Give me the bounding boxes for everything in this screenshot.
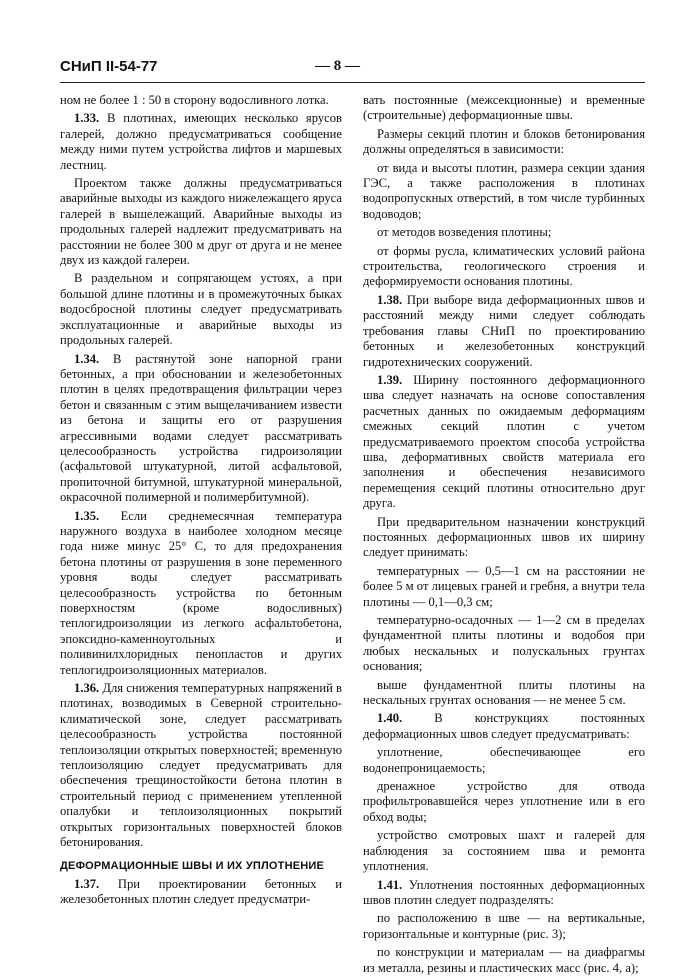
clause-1-33 <box>60 111 342 173</box>
clause-text: В плотинах, имеющих несколько ярусов галерей, должно предусматриваться сообщение между ними путем устройства лифтов и маршевых лестниц. <box>60 111 342 172</box>
clause-number: 1.39. <box>377 372 403 387</box>
clause-1-34 <box>60 352 342 506</box>
left-column <box>60 93 342 911</box>
paragraph: При предварительном назначении конструкций постоянных деформационных швов их ширину следует принимать: <box>363 514 645 560</box>
paragraph: по конструкции и материалам — на диафрагмы из металла, резины и пластических масс (рис. 4, а); <box>363 945 645 975</box>
right-column <box>363 93 645 979</box>
clause-1-41 <box>363 878 645 909</box>
paragraph: устройство смотровых шахт и галерей для наблюдения за состоянием шва и ремонта уплотнения. <box>363 828 645 874</box>
clause-number: 1.34. <box>74 351 100 366</box>
clause-text: Ширину постоянного деформационного шва следует назначать на основе сопоставления расчетных данных по ожидаемым деформациям смежных секций плотин с учетом предусматриваемого проектом способа устройства шва, деформативных свойств материала его заполнения и обеспечения независимого перемещения секций плотины относительно друг друга. <box>363 372 645 511</box>
paragraph: В раздельном и сопрягающем устоях, а при большой длине плотины и в промежуточных быках водосбросной плотины следует предусматривать эксплуатационные и аварийные выходы из продольных галерей. <box>60 271 342 348</box>
clause-text: При проектировании бетонных и железобетонных плотин следует предусматри- <box>60 876 342 907</box>
document-code: СНиП II-54-77 <box>60 58 158 75</box>
clause-number: 1.33. <box>74 111 100 126</box>
clause-text: При выборе вида деформационных швов и расстояний между ними следует соблюдать требования главы СНиП по проектированию бетонных и железобетонных конструкций гидротехнических сооружений. <box>363 292 645 369</box>
clause-number: 1.36. <box>74 681 100 696</box>
paragraph: температурно-осадочных — 1—2 см в пределах фундаментной плиты плотины и водобоя при любых нескальных и полускальных грунтах основания; <box>363 613 645 674</box>
paragraph: выше фундаментной плиты плотины на нескальных грунтах основания — не менее 5 см. <box>363 677 645 708</box>
paragraph: от формы русла, климатических условий района строительства, геологического строения и деформируемости основания плотины. <box>363 243 645 289</box>
paragraph: от вида и высоты плотин, размера секции здания ГЭС, а также расположения в плотинах водопропускных отверстий, в том числе турбинных водоводов; <box>363 160 645 221</box>
clause-number: 1.35. <box>74 508 100 523</box>
paragraph: уплотнение, обеспечивающее его водонепроницаемость; <box>363 745 645 775</box>
clause-1-35 <box>60 509 342 678</box>
clause-1-38 <box>363 293 645 370</box>
clause-1-39 <box>363 373 645 512</box>
clause-number: 1.38. <box>377 292 403 307</box>
paragraph: по расположению в шве — на вертикальные, горизонтальные и контурные (рис. 3); <box>363 911 645 941</box>
clause-number: 1.40. <box>377 711 403 726</box>
paragraph: вать постоянные (межсекционные) и временные (строительные) деформационные швы. <box>363 93 645 123</box>
header-rule <box>60 82 645 83</box>
paragraph: температурных — 0,5—1 см на расстоянии не более 5 м от лицевых граней и гребня, а внутри тела плотины — 0,1—0,3 см; <box>363 563 645 609</box>
clause-text: Уплотнения постоянных деформационных швов плотин следует подразделять: <box>363 877 645 907</box>
clause-number: 1.41. <box>377 877 403 892</box>
clause-1-37 <box>60 877 342 908</box>
paragraph: Проектом также должны предусматриваться аварийные выходы из каждого нижележащего яруса галерей в вышележащий. Аварийные выходы из продольных галерей надлежит предусматривать на расстоянии не более 300 м друг от друга и не менее двух из каждой галереи. <box>60 176 342 268</box>
section-heading: ДЕФОРМАЦИОННЫЕ ШВЫ И ИХ УПЛОТНЕНИЕ <box>60 859 325 872</box>
paragraph: Размеры секций плотин и блоков бетонирования должны определяться в зависимости: <box>363 126 645 157</box>
clause-number: 1.37. <box>74 876 100 891</box>
clause-1-36 <box>60 681 342 850</box>
clause-text: Для снижения температурных напряжений в плотинах, возводимых в Северной строительно-климатической зоне, следует рассматривать целесообразность устройства постоянной теплоизоляции открытых поверхностей; временную теплоизоляцию следует предусматривать для обеспечения трещиностойкости бетона плотин в строительный период с применением утепленной опалубки и теплоизоляционных покрытий открытых горизонтальных поверхностей блоков бетонирования. <box>60 681 342 850</box>
clause-1-40 <box>363 711 645 742</box>
clause-text: В растянутой зоне напорной грани бетонных, а при обосновании и железобетонных плотин в целях предотвращения фильтрации через бетон и связанным с этим выщелачиванием извести из бетона и защиты его от разрушения агрессивными водами следует рассматривать целесообразность устройства гидроизоляции (асфальтовой штукатурной, литой асфальтовой, пропиточной битумной, штукатурной минеральной, окрасочной полимерной и полимербитумной). <box>60 351 342 505</box>
paragraph: от методов возведения плотины; <box>377 225 552 240</box>
paragraph: ном не более 1 : 50 в сторону водосливного лотка. <box>60 93 329 107</box>
clause-text: В конструкциях постоянных деформационных швов следует предусматривать: <box>363 711 645 741</box>
page-number: — 8 — <box>315 58 360 74</box>
clause-text: Если среднемесячная температура наружного воздуха в наиболее холодном месяце года ниже минус 25° С, то для предохранения бетона плотины от разрушения в зоне переменного уровня воды следует рассматривать целесообразность устройства по бетонным поверхностям (кроме водосливных) теплогидроизоляции из легкого асфальтобетона, эпоксидно-каменноугольных и поливинилхлоридных пенопластов и других теплогидроизоляционных материалов. <box>60 508 342 677</box>
page-header <box>60 58 640 82</box>
paragraph: дренажное устройство для отвода профильтровавшейся через уплотнение или в его обход воды; <box>363 779 645 824</box>
